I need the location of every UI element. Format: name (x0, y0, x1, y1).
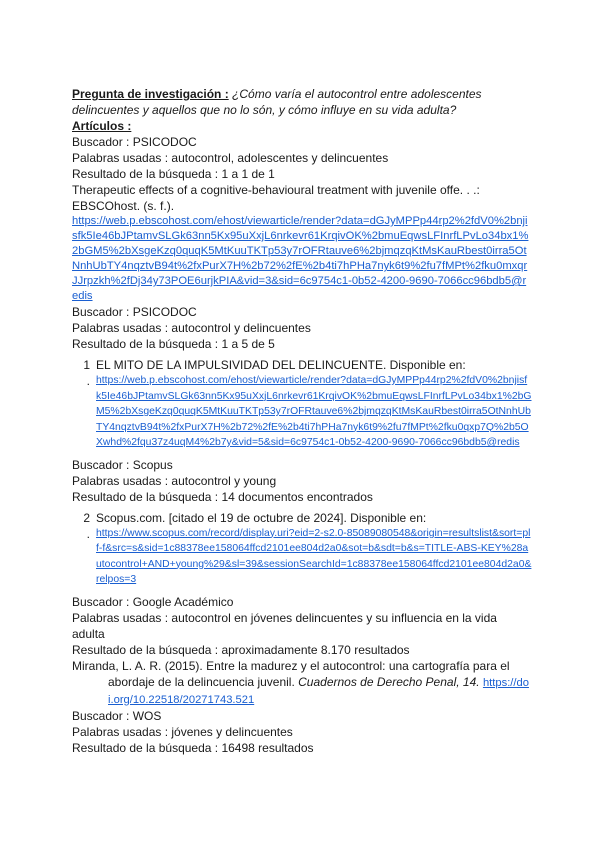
palabras-line: Palabras usadas : autocontrol, adolescentes y delincuentes (72, 151, 389, 165)
search-block-google-scholar (72, 594, 532, 708)
list-item (72, 510, 532, 588)
palabras-line: Palabras usadas : autocontrol y young (72, 473, 277, 488)
reference-entry (72, 658, 532, 708)
search-block-psicodoc-1 (72, 134, 532, 304)
buscador-line: Buscador : Scopus (72, 457, 173, 472)
buscador-line: Buscador : WOS (72, 708, 162, 723)
search-block-psicodoc-2 (72, 304, 532, 451)
reference-link[interactable]: https://doi.org/10.22518/20271743.521 (108, 676, 529, 706)
entry-link[interactable]: https://www.scopus.com/record/display.uri?eid=2-s2.0-85089080548&origin=resultslist&sort=plf-f&src=s&sid=1c88378ee158064ffcd2101ee804d2a0&sot=b&sdt=b&s=TITLE-ABS-KEY%28autocontrol+AND+young%29&sl=39&sessionSearchId=1c88378ee158064ffcd2101ee804d2a0&relpos=3 (96, 527, 532, 585)
resultado-line: Resultado de la búsqueda : 16498 resultados (72, 740, 314, 755)
entry-text: EL MITO DE LA IMPULSIVIDAD DEL DELINCUENTE. Disponible en: (96, 358, 466, 372)
buscador-line: Buscador : PSICODOC (72, 305, 197, 319)
list-number: 1 . (83, 358, 90, 388)
search-block-wos (72, 708, 532, 756)
resultado-line: Resultado de la búsqueda : 1 a 5 de 5 (72, 337, 275, 351)
reference-text: Therapeutic effects of a cognitive-behavioural treatment with juvenile offe. . .: EBSCOhost. (s. f.). (72, 183, 480, 213)
palabras-line: Palabras usadas : autocontrol y delincuentes (72, 321, 311, 335)
buscador-line: Buscador : Google Académico (72, 594, 234, 609)
palabras-line: Palabras usadas : autocontrol en jóvenes delincuentes y su influencia en la vida adulta (72, 610, 497, 641)
reference-text: Miranda, L. A. R. (2015). Entre la madurez y el autocontrol: una cartografía para el abordaje de la delincuencia juvenil. (72, 658, 510, 689)
question-text: ¿Cómo varía el autocontrol entre adolescentes delincuentes y aquellos que no lo són, y cómo influye en su vida adulta? (72, 87, 482, 117)
resultado-line: Resultado de la búsqueda : 1 a 1 de 1 (72, 167, 275, 181)
research-question (72, 86, 532, 118)
palabras-line: Palabras usadas : jóvenes y delincuentes (72, 724, 293, 739)
list-number: 2 . (83, 510, 90, 541)
question-label: Pregunta de investigación : (72, 87, 229, 101)
buscador-line: Buscador : PSICODOC (72, 135, 197, 149)
reference-link[interactable]: https://web.p.ebscohost.com/ehost/viewarticle/render?data=dGJyMPPp44rp2%2fdV0%2bnjisfk5Ie46bJPtamvSLGk63nn5Kx95uXxjL6nrkevr61KrqivOK%2bmuEqwsLFInrfLPvLo34bx1%2bGM5%2bXsgeKzq0quqK5MtKuuTKTp53y7rOFRtauve6%2bjmqzqKtMsKauRbest0irra5OtNnhUbTY4nqztvB94t%2fxPurX7H%2b72%2fE%2b4ti7hPHa7nyk6t9%2fu7fMPt%2fku0mxqrJJrpzkh%2fDj34y73POE6urjkPIA&vid=3&sid=6c9754c1-0b52-4200-9690-7066cc96bdb5@redis (72, 215, 529, 302)
reference-journal: Cuadernos de Derecho Penal, 14. (298, 674, 480, 689)
entry-text: Scopus.com. [citado el 19 de octubre de 2024]. Disponible en: (96, 510, 427, 525)
resultado-line: Resultado de la búsqueda : aproximadamente 8.170 resultados (72, 642, 410, 657)
resultado-line: Resultado de la búsqueda : 14 documentos encontrados (72, 489, 373, 504)
document-body (72, 86, 532, 756)
search-block-scopus (72, 457, 532, 588)
articles-heading: Artículos : (72, 119, 132, 133)
entry-link[interactable]: https://web.p.ebscohost.com/ehost/viewarticle/render?data=dGJyMPPp44rp2%2fdV0%2bnjisfk5Ie46bJPtamvSLGk63nn5Kx95uXxjL6nrkevr61KrqivOK%2bmuEqwsLFInrfLPvLo34bx1%2bGM5%2bXsgeKzq0quqK5MtKuuTKTp53y7rOFRtauve6%2bjmqzqKtMsKauRbest0irra5OtNnhUbTY4nqztvB94t%2fxPurX7H%2b72%2fE%2b4ti7hPHa7nyk6t9%2fu7fMPt%2fku0qxp7Q%2b5OXwhd%2fqu37z4uqM4%2b7y&vid=5&sid=6c9754c1-0b52-4200-9690-7066cc96bdb5@redis (96, 375, 532, 448)
list-item (72, 357, 532, 451)
